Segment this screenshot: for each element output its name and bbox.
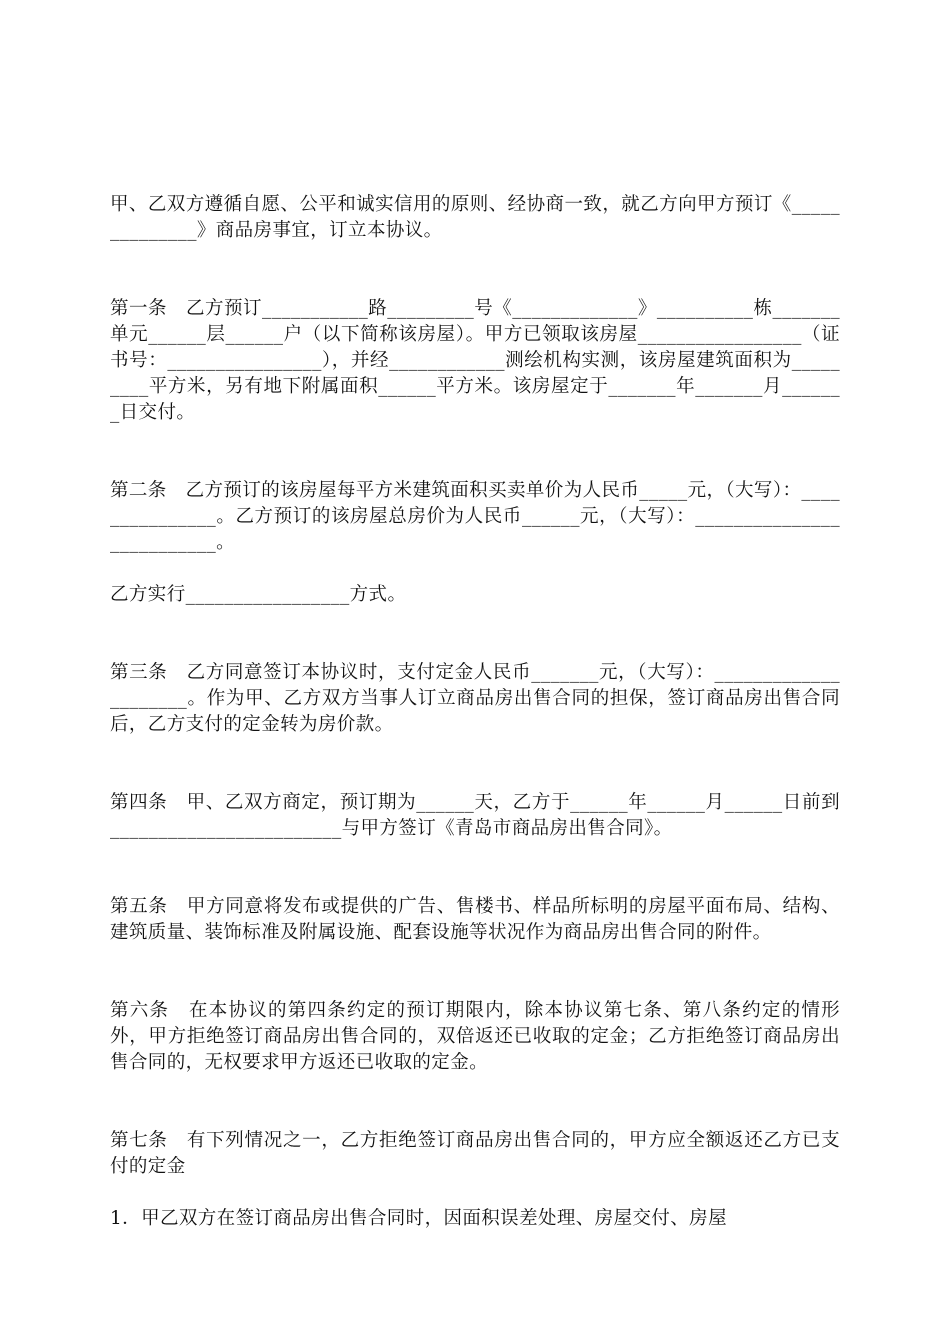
article-4: 第四条 甲、乙双方商定，预订期为______天，乙方于______年______月______日前到________________________与甲方签订《青岛市商品房出售合同》。 [110, 792, 840, 839]
document-body [110, 192, 840, 1232]
article-7: 第七条 有下列情况之一，乙方拒绝签订商品房出售合同的，甲方应全额返还乙方已支付的定金 [110, 1130, 840, 1177]
payment-method-line: 乙方实行_________________方式。 [110, 584, 407, 605]
article-7-item-1: 1．甲乙双方在签订商品房出售合同时，因面积误差处理、房屋交付、房屋 [110, 1208, 727, 1229]
article-2: 第二条 乙方预订的该房屋每平方米建筑面积买卖单价为人民币_____元，（大写）：_______________。乙方预订的该房屋总房价为人民币______元，（大写）：__________________________。 [110, 480, 840, 553]
article-1: 第一条 乙方预订___________路_________号《_____________》__________栋_______单元______层______户（以下简称该房屋）。甲方已领取该房屋_________________（证书号：________________），并经____________测绘机构实测，该房屋建筑面积为_________平方米，另有地下附属面积______平方米。该房屋定于_______年_______月_______日交付。 [110, 298, 840, 423]
intro-paragraph: 甲、乙双方遵循自愿、公平和诚实信用的原则、经协商一致，就乙方向甲方预订《______________》商品房事宜，订立本协议。 [110, 194, 840, 241]
article-6: 第六条 在本协议的第四条约定的预订期限内，除本协议第七条、第八条约定的情形外，甲方拒绝签订商品房出售合同的，双倍返还已收取的定金；乙方拒绝签订商品房出售合同的，无权要求甲方返还已收取的定金。 [110, 1000, 840, 1073]
article-5: 第五条 甲方同意将发布或提供的广告、售楼书、样品所标明的房屋平面布局、结构、建筑质量、装饰标准及附属设施、配套设施等状况作为商品房出售合同的附件。 [110, 896, 840, 943]
article-3: 第三条 乙方同意签订本协议时，支付定金人民币_______元，（大写）：_____________________。作为甲、乙方双方当事人订立商品房出售合同的担保，签订商品房出售合同后，乙方支付的定金转为房价款。 [110, 662, 840, 735]
